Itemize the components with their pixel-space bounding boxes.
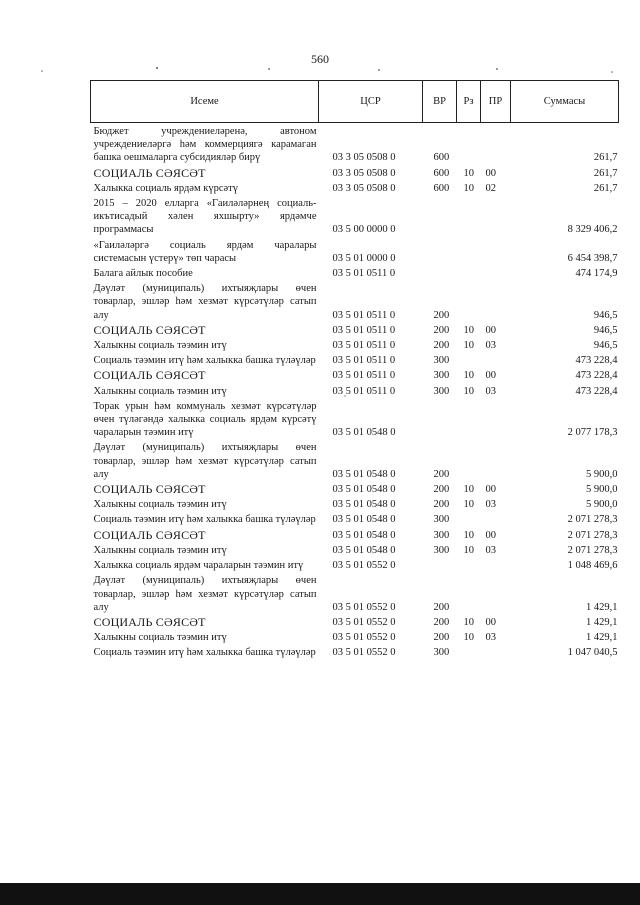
cell-vr: 300	[433, 514, 450, 526]
cell-rz	[457, 398, 481, 440]
cell-name: Халыкны социаль тәэмин итү	[93, 385, 227, 397]
cell-sum: 5 900,0	[586, 499, 618, 511]
cell-pr	[481, 557, 511, 572]
cell-vr: 300	[433, 529, 450, 541]
cell-vr: 200	[433, 632, 450, 644]
budget-table	[90, 80, 619, 660]
cell-csr: 03 5 01 0511 0	[332, 324, 396, 336]
table-row	[91, 557, 619, 572]
cell-pr	[481, 265, 511, 280]
cell-rz: 10	[463, 529, 474, 541]
cell-pr	[481, 644, 511, 659]
cell-csr: 03 3 05 0508 0	[332, 167, 396, 179]
cell-csr: 03 5 01 0511 0	[332, 268, 396, 280]
cell-vr: 200	[433, 616, 450, 628]
table-row	[91, 237, 619, 265]
cell-rz: 10	[463, 370, 474, 382]
table-row	[91, 511, 619, 526]
cell-sum: 2 071 278,3	[567, 529, 618, 541]
cell-pr	[481, 398, 511, 440]
cell-vr: 600	[433, 167, 450, 179]
header-name: Исеме	[91, 81, 319, 123]
cell-csr: 03 5 01 0511 0	[332, 385, 396, 397]
cell-pr	[481, 195, 511, 237]
cell-name: Халыкка социаль ярдәм күрсәтү	[93, 182, 238, 194]
cell-vr: 200	[433, 499, 450, 511]
table-row	[91, 527, 619, 542]
cell-rz: 10	[463, 385, 474, 397]
cell-csr: 03 5 01 0548 0	[332, 544, 396, 556]
cell-csr: 03 5 01 0548 0	[332, 499, 396, 511]
table-row	[91, 367, 619, 382]
table-row	[91, 180, 619, 195]
table-row	[91, 322, 619, 337]
cell-rz: 10	[463, 544, 474, 556]
cell-pr: 00	[485, 616, 496, 628]
cell-name: СОЦИАЛЬ СӘЯСӘТ	[93, 614, 206, 629]
cell-rz: 10	[463, 616, 474, 628]
cell-sum: 473 228,4	[575, 385, 618, 397]
cell-name: СОЦИАЛЬ СӘЯСӘТ	[93, 322, 206, 337]
cell-pr: 02	[485, 182, 496, 194]
cell-name: Халыкны социаль тәэмин итү	[93, 632, 227, 644]
cell-vr	[423, 557, 457, 572]
cell-vr: 200	[433, 340, 450, 352]
table-row	[91, 481, 619, 496]
cell-name: Социаль тәэмин итү һәм халыкка башка түләүләр	[93, 647, 316, 659]
cell-vr: 300	[433, 370, 450, 382]
cell-rz: 10	[463, 324, 474, 336]
scan-bottom-bar	[0, 883, 640, 905]
cell-csr: 03 5 01 0511 0	[332, 309, 396, 321]
cell-csr: 03 5 00 0000 0	[332, 224, 396, 236]
cell-pr: 00	[485, 529, 496, 541]
cell-vr: 200	[433, 484, 450, 496]
cell-vr	[423, 237, 457, 265]
cell-name: Балага айлык пособие	[93, 268, 193, 280]
cell-rz: 10	[463, 499, 474, 511]
cell-sum: 946,5	[593, 324, 618, 336]
cell-pr	[481, 439, 511, 481]
cell-sum: 5 900,0	[586, 484, 618, 496]
table-row	[91, 496, 619, 511]
cell-rz	[457, 265, 481, 280]
cell-name: СОЦИАЛЬ СӘЯСӘТ	[93, 368, 206, 383]
cell-name: Дәүләт (муниципаль) ихтыяҗлары өчен товарлар, эшләр һәм хезмәт күрсәтүләр сатып алу	[93, 283, 317, 321]
cell-rz: 10	[463, 182, 474, 194]
cell-vr: 200	[433, 324, 450, 336]
cell-vr: 300	[433, 385, 450, 397]
table-row	[91, 572, 619, 614]
cell-name: Социаль тәэмин итү һәм халыкка башка түләүләр	[93, 355, 316, 367]
cell-sum: 1 429,1	[586, 616, 618, 628]
cell-name: СОЦИАЛЬ СӘЯСӘТ	[93, 165, 206, 180]
table-row	[91, 337, 619, 352]
cell-name: Халыкны социаль тәэмин итү	[93, 499, 227, 511]
cell-rz	[457, 439, 481, 481]
header-csr: ЦСР	[319, 81, 423, 123]
cell-csr: 03 5 01 0000 0	[332, 252, 396, 264]
cell-sum: 946,5	[593, 309, 618, 321]
cell-sum: 946,5	[593, 340, 618, 352]
cell-pr	[481, 352, 511, 367]
table-row	[91, 629, 619, 644]
cell-sum: 5 900,0	[586, 468, 618, 480]
cell-csr: 03 5 01 0548 0	[332, 427, 396, 439]
cell-pr: 00	[485, 167, 496, 179]
cell-csr: 03 3 05 0508 0	[332, 152, 396, 164]
cell-csr: 03 5 01 0552 0	[332, 632, 396, 644]
cell-vr	[423, 398, 457, 440]
cell-rz: 10	[463, 484, 474, 496]
cell-csr: 03 5 01 0552 0	[332, 616, 396, 628]
table-row	[91, 398, 619, 440]
table-header	[91, 81, 619, 123]
cell-vr: 200	[433, 468, 450, 480]
cell-rz	[457, 511, 481, 526]
cell-name: Халыкка социаль ярдәм чараларын тәэмин итү	[93, 560, 304, 572]
page-number: 560	[311, 52, 329, 66]
cell-sum: 1 429,1	[586, 601, 618, 613]
table-row	[91, 165, 619, 180]
cell-csr: 03 5 01 0552 0	[332, 601, 396, 613]
cell-sum: 1 048 469,6	[567, 560, 618, 572]
cell-sum: 2 077 178,3	[567, 427, 618, 439]
table-row	[91, 614, 619, 629]
cell-csr: 03 5 01 0548 0	[332, 484, 396, 496]
header-sum: Суммасы	[511, 81, 619, 123]
cell-vr: 300	[433, 544, 450, 556]
cell-rz: 10	[463, 167, 474, 179]
cell-name: СОЦИАЛЬ СӘЯСӘТ	[93, 482, 206, 497]
cell-sum: 2 071 278,3	[567, 514, 618, 526]
cell-pr: 03	[485, 499, 496, 511]
cell-csr: 03 5 01 0511 0	[332, 370, 396, 382]
cell-sum: 261,7	[593, 152, 618, 164]
cell-name: «Гаиләләргә социаль ярдәм чаралары системасын үстерү» төп чарасы	[93, 239, 317, 264]
cell-pr	[481, 511, 511, 526]
header-pr: ПР	[481, 81, 511, 123]
cell-name: Торак урын һәм коммуналь хезмәт күрсәтүләр өчен түләгәндә халыкка социаль ярдәм күрсәтү чараларын тәэмин итү	[93, 400, 317, 439]
cell-name: Дәүләт (муниципаль) ихтыяҗлары өчен товарлар, эшләр һәм хезмәт күрсәтүләр сатып алу	[93, 575, 317, 613]
cell-sum: 261,7	[593, 167, 618, 179]
cell-sum: 474 174,9	[575, 268, 618, 280]
cell-pr: 03	[485, 632, 496, 644]
table-row	[91, 352, 619, 367]
cell-csr: 03 3 05 0508 0	[332, 182, 396, 194]
cell-rz	[457, 280, 481, 322]
table-row	[91, 195, 619, 237]
table-row	[91, 265, 619, 280]
cell-vr: 300	[433, 647, 450, 659]
table-body	[91, 123, 619, 660]
cell-sum: 1 047 040,5	[567, 647, 618, 659]
cell-rz	[457, 123, 481, 165]
cell-csr: 03 5 01 0511 0	[332, 355, 396, 367]
cell-csr: 03 5 01 0511 0	[332, 340, 396, 352]
cell-vr: 200	[433, 309, 450, 321]
cell-rz	[457, 557, 481, 572]
cell-csr: 03 5 01 0552 0	[332, 560, 396, 572]
cell-vr: 600	[433, 182, 450, 194]
cell-vr	[423, 195, 457, 237]
cell-pr: 03	[485, 544, 496, 556]
cell-pr: 00	[485, 370, 496, 382]
cell-csr: 03 5 01 0548 0	[332, 514, 396, 526]
cell-csr: 03 5 01 0552 0	[332, 647, 396, 659]
cell-name: Халыкны социаль тәэмин итү	[93, 340, 227, 352]
cell-name: СОЦИАЛЬ СӘЯСӘТ	[93, 527, 206, 542]
cell-rz	[457, 237, 481, 265]
cell-name: Дәүләт (муниципаль) ихтыяҗлары өчен товарлар, эшләр һәм хезмәт күрсәтүләр сатып алу	[93, 442, 317, 480]
table-row	[91, 542, 619, 557]
table-row	[91, 439, 619, 481]
cell-csr: 03 5 01 0548 0	[332, 529, 396, 541]
cell-vr: 300	[433, 355, 450, 367]
header-rz: Рз	[457, 81, 481, 123]
cell-rz	[457, 195, 481, 237]
cell-sum: 473 228,4	[575, 355, 618, 367]
cell-sum: 473 228,4	[575, 370, 618, 382]
cell-pr	[481, 237, 511, 265]
cell-csr: 03 5 01 0548 0	[332, 468, 396, 480]
cell-name: Социаль тәэмин итү һәм халыкка башка түләүләр	[93, 514, 316, 526]
cell-name: Бюджет учреждениеләренә, автоном учреждениеләргә һәм коммерциягә карамаган башка оешмаларга субсидияләр бирү	[93, 126, 317, 164]
table-row	[91, 644, 619, 659]
cell-pr	[481, 280, 511, 322]
table-row	[91, 383, 619, 398]
cell-sum: 2 071 278,3	[567, 544, 618, 556]
cell-rz	[457, 572, 481, 614]
cell-name: Халыкны социаль тәэмин итү	[93, 544, 227, 556]
cell-pr	[481, 123, 511, 165]
cell-sum: 261,7	[593, 182, 618, 194]
cell-vr	[423, 265, 457, 280]
cell-vr: 600	[433, 152, 450, 164]
table-row	[91, 123, 619, 165]
cell-sum: 6 454 398,7	[567, 252, 618, 264]
cell-rz	[457, 352, 481, 367]
cell-name: 2015 – 2020 елларга «Гаиләләрнең социаль-икътисадый хәлен яхшырту» ярдәмче программасы	[93, 198, 317, 236]
header-vr: ВР	[423, 81, 457, 123]
cell-sum: 1 429,1	[586, 632, 618, 644]
cell-pr: 03	[485, 340, 496, 352]
cell-pr: 03	[485, 385, 496, 397]
cell-vr: 200	[433, 601, 450, 613]
cell-sum: 8 329 406,2	[567, 224, 618, 236]
cell-rz: 10	[463, 632, 474, 644]
cell-rz	[457, 644, 481, 659]
cell-rz: 10	[463, 340, 474, 352]
table-row	[91, 280, 619, 322]
cell-pr	[481, 572, 511, 614]
cell-pr: 00	[485, 484, 496, 496]
cell-pr: 00	[485, 324, 496, 336]
